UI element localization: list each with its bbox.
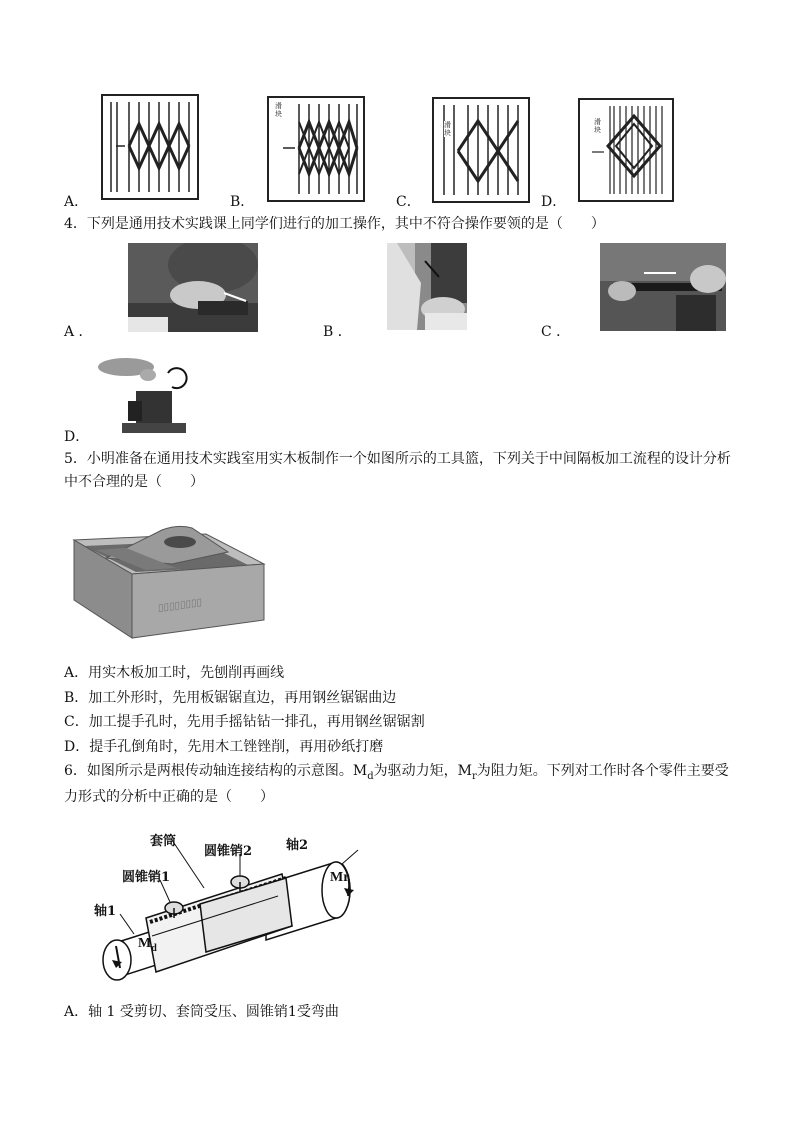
q6-choice-a[interactable]: A．轴 1 受剪切、套筒受压、圆锥销1受弯曲: [64, 1004, 339, 1020]
q6-stem-line1-c: 为阻力矩。下列对工作时各个零件主要受: [476, 763, 729, 779]
q5-choice-a[interactable]: A．用实木板加工时，先刨削再画线: [64, 665, 285, 681]
q6-shaft-diagram: [90, 826, 380, 992]
q3-b-slider-label: 滑块: [275, 102, 282, 118]
q3-figure-d: [578, 98, 674, 202]
q5-choice-c[interactable]: C．加工提手孔时，先用手摇钻钻一排孔，再用钢丝锯锯割: [64, 714, 425, 730]
q4-option-a-label[interactable]: A ．: [64, 324, 93, 340]
q4-photo-d: [98, 349, 194, 437]
q3-option-a-label[interactable]: A．: [64, 194, 89, 210]
q6-stem-sub-d: d: [367, 770, 374, 782]
q6-label-md: [138, 936, 157, 954]
q6-label-sleeve: 套筒: [150, 834, 177, 849]
q4-option-b-label[interactable]: B ．: [323, 324, 352, 340]
q5-stem-line2: 中不合理的是（ ）: [64, 474, 204, 490]
q6-label-pin2: 圆锥销2: [204, 844, 253, 859]
q6-label-shaft2: 轴2: [286, 838, 309, 853]
svg-text:▯▯▯▯▯▯▯▯: ▯▯▯▯▯▯▯▯: [158, 596, 202, 615]
q5-toolbox-photo: [66, 520, 270, 648]
q6-stem-line2: 力形式的分析中正确的是（ ）: [64, 789, 274, 805]
q3-option-b-label[interactable]: B．: [230, 194, 255, 210]
q6-label-mr: Mr: [330, 870, 350, 885]
q5-choice-d[interactable]: D．提手孔倒角时，先用木工锉锉削，再用砂纸打磨: [64, 739, 384, 755]
q6-stem-line1-a: 6．如图所示是两根传动轴连接结构的示意图。M: [64, 763, 368, 779]
q6-label-pin1: 圆锥销1: [122, 870, 171, 885]
q3-c-slider-label: 滑块: [444, 121, 451, 137]
q4-photo-c: [600, 243, 726, 331]
q4-option-c-label[interactable]: C ．: [541, 324, 571, 340]
q4-stem: 4．下列是通用技术实践课上同学们进行的加工操作，其中不符合操作要领的是（ ）: [64, 216, 605, 232]
q4-photo-b: [387, 243, 467, 330]
q4-photo-a: [128, 243, 258, 332]
q6-label-md-main: M: [138, 936, 152, 951]
q3-figure-c: [432, 97, 530, 203]
q3-option-c-label[interactable]: C．: [396, 194, 421, 210]
q3-option-d-label[interactable]: D．: [541, 194, 567, 210]
q6-stem-sub-r: r: [472, 770, 477, 782]
q6-label-shaft1: 轴1: [94, 904, 117, 919]
q3-d-slider-label: 滑块: [594, 118, 601, 134]
q6-stem-line1-b: 为驱动力矩，M: [373, 763, 472, 779]
q6-stem-line1: [64, 761, 729, 787]
q4-option-d-label[interactable]: D．: [64, 429, 90, 445]
q5-stem-line1: 5．小明准备在通用技术实践室用实木板制作一个如图所示的工具篮，下列关于中间隔板加工流程的设计分析: [64, 451, 731, 467]
q6-label-md-sub: d: [151, 942, 157, 954]
q3-figure-b: [267, 96, 365, 202]
q3-figure-a: [101, 94, 199, 200]
q5-choice-b[interactable]: B．加工外形时，先用板锯锯直边，再用钢丝锯锯曲边: [64, 690, 397, 706]
